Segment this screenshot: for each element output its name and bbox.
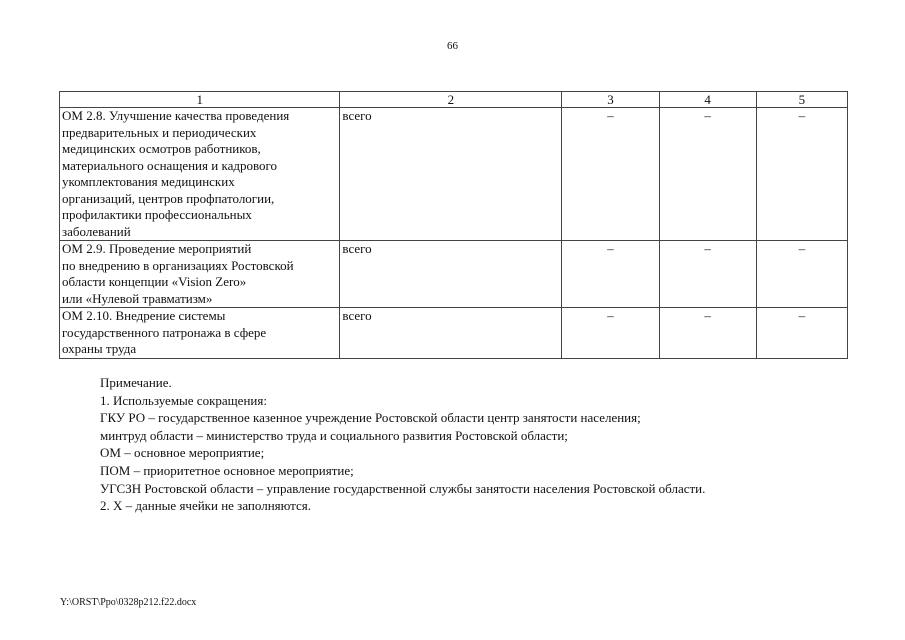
column-header-5: 5 bbox=[756, 92, 847, 108]
value-cell-5: – bbox=[756, 308, 847, 359]
note-line: ПОМ – приоритетное основное мероприятие; bbox=[100, 462, 354, 478]
funding-source-cell: всего bbox=[340, 241, 562, 308]
measure-title-line: профилактики профессиональных bbox=[62, 207, 252, 222]
measure-title-line: организаций, центров профпатологии, bbox=[62, 190, 275, 206]
measure-title-line: медицинских осмотров работников, bbox=[62, 141, 261, 156]
table-row bbox=[60, 241, 848, 308]
table-row bbox=[60, 308, 848, 359]
measure-title-cell bbox=[60, 308, 340, 359]
note-line: минтруд области – министерство труда и социального развития Ростовской области; bbox=[100, 427, 568, 443]
file-path-footer: Y:\ORST\Ppo\0328p212.f22.docx bbox=[60, 597, 197, 608]
measure-title-line: ОМ 2.9. Проведение мероприятий bbox=[62, 241, 252, 256]
measure-title-line: или «Нулевой травматизм» bbox=[62, 290, 213, 306]
value-cell-4: – bbox=[659, 108, 756, 241]
table-header-row bbox=[60, 92, 848, 108]
measure-title-line: ОМ 2.10. Внедрение системы bbox=[62, 308, 226, 323]
note-line: УГСЗН Ростовской области – управление государственной службы занятости населения Ростовской области. bbox=[100, 480, 706, 496]
value-cell-3: – bbox=[562, 241, 659, 308]
note-line: 1. Используемые сокращения: bbox=[100, 392, 267, 408]
value-cell-3: – bbox=[562, 108, 659, 241]
measure-title-line: ОМ 2.8. Улучшение качества проведения bbox=[62, 108, 290, 123]
value-cell-3: – bbox=[562, 308, 659, 359]
column-header-3: 3 bbox=[562, 92, 659, 108]
value-cell-4: – bbox=[659, 241, 756, 308]
funding-source-cell: всего bbox=[340, 308, 562, 359]
funding-source-cell: всего bbox=[340, 108, 562, 241]
note-line: 2. Х – данные ячейки не заполняются. bbox=[100, 498, 312, 514]
table-row bbox=[60, 108, 848, 241]
notes-heading: Примечание. bbox=[100, 375, 172, 390]
note-line: ГКУ РО – государственное казенное учреждение Ростовской области центр занятости населения; bbox=[100, 410, 641, 426]
notes-section bbox=[100, 374, 705, 515]
measure-title-line: области концепции «Vision Zero» bbox=[62, 274, 247, 289]
column-header-4: 4 bbox=[659, 92, 756, 108]
measure-title-line: по внедрению в организациях Ростовской bbox=[62, 257, 294, 273]
measure-title-line: предварительных и периодических bbox=[62, 124, 257, 140]
value-cell-5: – bbox=[756, 108, 847, 241]
value-cell-5: – bbox=[756, 241, 847, 308]
measure-title-line: охраны труда bbox=[62, 341, 137, 356]
measure-title-cell bbox=[60, 241, 340, 308]
note-line: ОМ – основное мероприятие; bbox=[100, 445, 265, 461]
page-number: 66 bbox=[447, 40, 458, 52]
column-header-1: 1 bbox=[60, 92, 340, 108]
column-header-2: 2 bbox=[340, 92, 562, 108]
measure-title-line: материального оснащения и кадрового bbox=[62, 157, 278, 173]
measure-title-line: заболеваний bbox=[62, 223, 131, 239]
measures-table bbox=[59, 91, 848, 359]
measure-title-line: укомплектования медицинских bbox=[62, 174, 235, 189]
measure-title-cell bbox=[60, 108, 340, 241]
value-cell-4: – bbox=[659, 308, 756, 359]
measure-title-line: государственного патронажа в сфере bbox=[62, 324, 267, 340]
